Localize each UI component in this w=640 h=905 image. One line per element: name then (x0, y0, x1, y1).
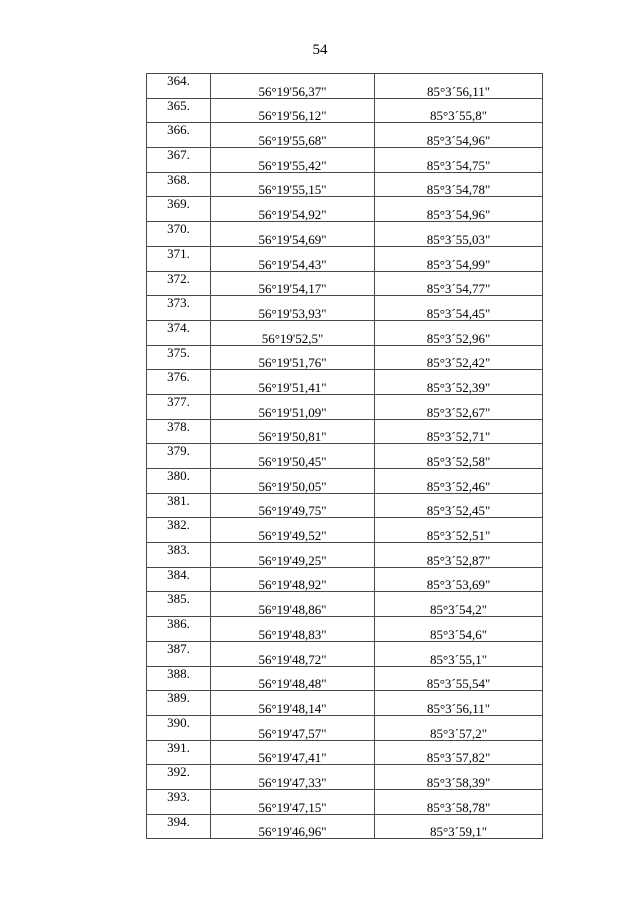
point-number-cell: 375. (147, 345, 211, 370)
table-row (147, 666, 543, 691)
point-number-cell: 368. (147, 172, 211, 197)
longitude-cell: 85°3´54,2" (375, 592, 543, 617)
table-row (147, 123, 543, 148)
latitude-cell: 56°19'48,72" (211, 641, 375, 666)
longitude-cell: 85°3´54,78" (375, 172, 543, 197)
latitude-cell: 56°19'54,17" (211, 271, 375, 296)
table-row (147, 296, 543, 321)
latitude-cell: 56°19'51,76" (211, 345, 375, 370)
point-number-cell: 365. (147, 98, 211, 123)
longitude-cell: 85°3´52,67" (375, 394, 543, 419)
table-row (147, 74, 543, 99)
point-number-cell: 364. (147, 74, 211, 99)
point-number-cell: 383. (147, 543, 211, 568)
table-row (147, 592, 543, 617)
point-number-cell: 370. (147, 222, 211, 247)
latitude-cell: 56°19'49,75" (211, 493, 375, 518)
point-number-cell: 394. (147, 814, 211, 839)
point-number-cell: 367. (147, 148, 211, 173)
table-row (147, 691, 543, 716)
longitude-cell: 85°3´52,39" (375, 370, 543, 395)
longitude-cell: 85°3´56,11" (375, 74, 543, 99)
table-row (147, 567, 543, 592)
point-number-cell: 393. (147, 789, 211, 814)
longitude-cell: 85°3´52,46" (375, 469, 543, 494)
table-row (147, 394, 543, 419)
longitude-cell: 85°3´54,6" (375, 617, 543, 642)
point-number-cell: 380. (147, 469, 211, 494)
table-row (147, 419, 543, 444)
latitude-cell: 56°19'48,86" (211, 592, 375, 617)
point-number-cell: 379. (147, 444, 211, 469)
point-number-cell: 376. (147, 370, 211, 395)
table-row (147, 320, 543, 345)
longitude-cell: 85°3´52,96" (375, 320, 543, 345)
longitude-cell: 85°3´57,2" (375, 715, 543, 740)
longitude-cell: 85°3´57,82" (375, 740, 543, 765)
page-number: 54 (312, 42, 328, 58)
latitude-cell: 56°19'46,96" (211, 814, 375, 839)
table-row (147, 172, 543, 197)
latitude-cell: 56°19'51,09" (211, 394, 375, 419)
latitude-cell: 56°19'48,92" (211, 567, 375, 592)
latitude-cell: 56°19'48,14" (211, 691, 375, 716)
latitude-cell: 56°19'50,05" (211, 469, 375, 494)
point-number-cell: 384. (147, 567, 211, 592)
table-row (147, 222, 543, 247)
longitude-cell: 85°3´52,42" (375, 345, 543, 370)
table-row (147, 271, 543, 296)
latitude-cell: 56°19'55,42" (211, 148, 375, 173)
latitude-cell: 56°19'56,37" (211, 74, 375, 99)
point-number-cell: 387. (147, 641, 211, 666)
table-row (147, 148, 543, 173)
table-row (147, 715, 543, 740)
latitude-cell: 56°19'48,48" (211, 666, 375, 691)
table-row (147, 345, 543, 370)
table-row (147, 765, 543, 790)
table-row (147, 98, 543, 123)
latitude-cell: 56°19'54,43" (211, 246, 375, 271)
longitude-cell: 85°3´52,58" (375, 444, 543, 469)
point-number-cell: 366. (147, 123, 211, 148)
latitude-cell: 56°19'53,93" (211, 296, 375, 321)
table-row (147, 197, 543, 222)
latitude-cell: 56°19'47,57" (211, 715, 375, 740)
latitude-cell: 56°19'52,5" (211, 320, 375, 345)
latitude-cell: 56°19'55,68" (211, 123, 375, 148)
point-number-cell: 371. (147, 246, 211, 271)
longitude-cell: 85°3´58,39" (375, 765, 543, 790)
point-number-cell: 373. (147, 296, 211, 321)
point-number-cell: 388. (147, 666, 211, 691)
point-number-cell: 378. (147, 419, 211, 444)
longitude-cell: 85°3´59,1" (375, 814, 543, 839)
coordinates-table (146, 73, 543, 839)
longitude-cell: 85°3´52,45" (375, 493, 543, 518)
point-number-cell: 374. (147, 320, 211, 345)
latitude-cell: 56°19'51,41" (211, 370, 375, 395)
longitude-cell: 85°3´52,87" (375, 543, 543, 568)
latitude-cell: 56°19'55,15" (211, 172, 375, 197)
longitude-cell: 85°3´52,51" (375, 518, 543, 543)
table-row (147, 518, 543, 543)
longitude-cell: 85°3´54,77" (375, 271, 543, 296)
table-row (147, 789, 543, 814)
point-number-cell: 377. (147, 394, 211, 419)
table-row (147, 370, 543, 395)
point-number-cell: 391. (147, 740, 211, 765)
point-number-cell: 381. (147, 493, 211, 518)
latitude-cell: 56°19'49,52" (211, 518, 375, 543)
coordinates-table-body (147, 74, 543, 839)
latitude-cell: 56°19'47,33" (211, 765, 375, 790)
longitude-cell: 85°3´55,8" (375, 98, 543, 123)
point-number-cell: 382. (147, 518, 211, 543)
table-row (147, 444, 543, 469)
longitude-cell: 85°3´54,96" (375, 197, 543, 222)
longitude-cell: 85°3´54,45" (375, 296, 543, 321)
table-row (147, 469, 543, 494)
longitude-cell: 85°3´56,11" (375, 691, 543, 716)
point-number-cell: 385. (147, 592, 211, 617)
latitude-cell: 56°19'56,12" (211, 98, 375, 123)
longitude-cell: 85°3´55,03" (375, 222, 543, 247)
longitude-cell: 85°3´55,54" (375, 666, 543, 691)
latitude-cell: 56°19'54,92" (211, 197, 375, 222)
table-row (147, 641, 543, 666)
point-number-cell: 392. (147, 765, 211, 790)
longitude-cell: 85°3´54,99" (375, 246, 543, 271)
latitude-cell: 56°19'50,45" (211, 444, 375, 469)
point-number-cell: 390. (147, 715, 211, 740)
point-number-cell: 369. (147, 197, 211, 222)
longitude-cell: 85°3´54,75" (375, 148, 543, 173)
latitude-cell: 56°19'54,69" (211, 222, 375, 247)
table-row (147, 617, 543, 642)
table-row (147, 246, 543, 271)
longitude-cell: 85°3´52,71" (375, 419, 543, 444)
table-row (147, 814, 543, 839)
latitude-cell: 56°19'47,41" (211, 740, 375, 765)
latitude-cell: 56°19'47,15" (211, 789, 375, 814)
point-number-cell: 372. (147, 271, 211, 296)
longitude-cell: 85°3´58,78" (375, 789, 543, 814)
latitude-cell: 56°19'48,83" (211, 617, 375, 642)
latitude-cell: 56°19'49,25" (211, 543, 375, 568)
table-row (147, 543, 543, 568)
table-row (147, 493, 543, 518)
longitude-cell: 85°3´53,69" (375, 567, 543, 592)
longitude-cell: 85°3´54,96" (375, 123, 543, 148)
point-number-cell: 389. (147, 691, 211, 716)
longitude-cell: 85°3´55,1" (375, 641, 543, 666)
latitude-cell: 56°19'50,81" (211, 419, 375, 444)
point-number-cell: 386. (147, 617, 211, 642)
table-row (147, 740, 543, 765)
